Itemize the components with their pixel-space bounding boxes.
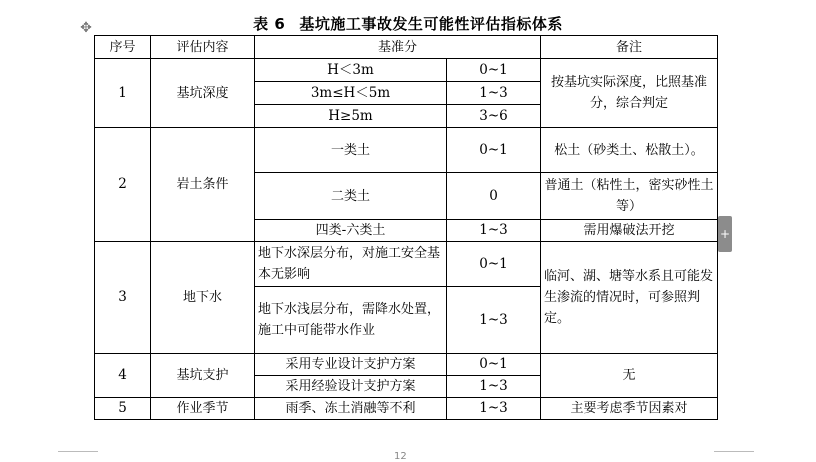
row2-condition-3: 四类-六类土 — [255, 220, 447, 242]
row3-score-2: 1~3 — [447, 287, 541, 354]
table-row — [95, 398, 718, 420]
row2-seq: 2 — [95, 128, 151, 242]
table-row — [95, 59, 718, 82]
row4-seq: 4 — [95, 354, 151, 398]
row2-score-2: 0 — [447, 173, 541, 220]
page-number: 12 — [394, 451, 407, 462]
row1-score-2: 1~3 — [447, 82, 541, 105]
row2-remark-1: 松土（砂类土、松散土）。 — [541, 128, 718, 173]
row4-content: 基坑支护 — [151, 354, 255, 398]
row2-score-1: 0~1 — [447, 128, 541, 173]
header-content: 评估内容 — [151, 36, 255, 59]
row5-content: 作业季节 — [151, 398, 255, 420]
table-caption-title: 基坑施工事故发生可能性评估指标体系 — [299, 15, 563, 33]
row1-content: 基坑深度 — [151, 59, 255, 128]
page-footer-divider-right — [714, 451, 754, 452]
row5-condition-1: 雨季、冻土消融等不利 — [255, 398, 447, 420]
table-row — [95, 242, 718, 287]
row5-seq: 5 — [95, 398, 151, 420]
row5-remark: 主要考虑季节因素对 — [541, 398, 718, 420]
table-row — [95, 354, 718, 376]
row1-score-3: 3~6 — [447, 105, 541, 128]
table-caption — [0, 13, 816, 34]
row3-condition-2: 地下水浅层分布，需降水处置，施工中可能带水作业 — [255, 287, 447, 354]
table-caption-number: 表 6 — [253, 15, 286, 33]
row4-score-1: 0~1 — [447, 354, 541, 376]
row4-remark: 无 — [541, 354, 718, 398]
header-remark: 备注 — [541, 36, 718, 59]
side-expand-tab[interactable]: + — [718, 216, 732, 252]
table-header-row — [95, 36, 718, 59]
header-seq: 序号 — [95, 36, 151, 59]
row2-remark-3: 需用爆破法开挖 — [541, 220, 718, 242]
row2-condition-1: 一类土 — [255, 128, 447, 173]
row3-remark: 临河、湖、塘等水系且可能发生渗流的情况时，可参照判定。 — [541, 242, 718, 354]
page-footer-divider-left — [58, 451, 98, 452]
row2-condition-2: 二类土 — [255, 173, 447, 220]
row2-score-3: 1~3 — [447, 220, 541, 242]
table-row — [95, 128, 718, 173]
row5-score-1: 1~3 — [447, 398, 541, 420]
row2-content: 岩土条件 — [151, 128, 255, 242]
row1-condition-2: 3m≤H＜5m — [255, 82, 447, 105]
header-base-score: 基准分 — [255, 36, 541, 59]
table-move-handle-icon[interactable]: ✥ — [80, 20, 92, 36]
row1-seq: 1 — [95, 59, 151, 128]
assessment-table — [94, 35, 718, 420]
row4-score-2: 1~3 — [447, 376, 541, 398]
row3-score-1: 0~1 — [447, 242, 541, 287]
row1-condition-1: H＜3m — [255, 59, 447, 82]
row1-condition-3: H≥5m — [255, 105, 447, 128]
row3-seq: 3 — [95, 242, 151, 354]
row2-remark-2: 普通土（粘性土，密实砂性土等） — [541, 173, 718, 220]
row4-condition-2: 采用经验设计支护方案 — [255, 376, 447, 398]
row1-remark: 按基坑实际深度，比照基准分，综合判定 — [541, 59, 718, 128]
row3-condition-1: 地下水深层分布，对施工安全基本无影响 — [255, 242, 447, 287]
row4-condition-1: 采用专业设计支护方案 — [255, 354, 447, 376]
row3-content: 地下水 — [151, 242, 255, 354]
row1-score-1: 0~1 — [447, 59, 541, 82]
